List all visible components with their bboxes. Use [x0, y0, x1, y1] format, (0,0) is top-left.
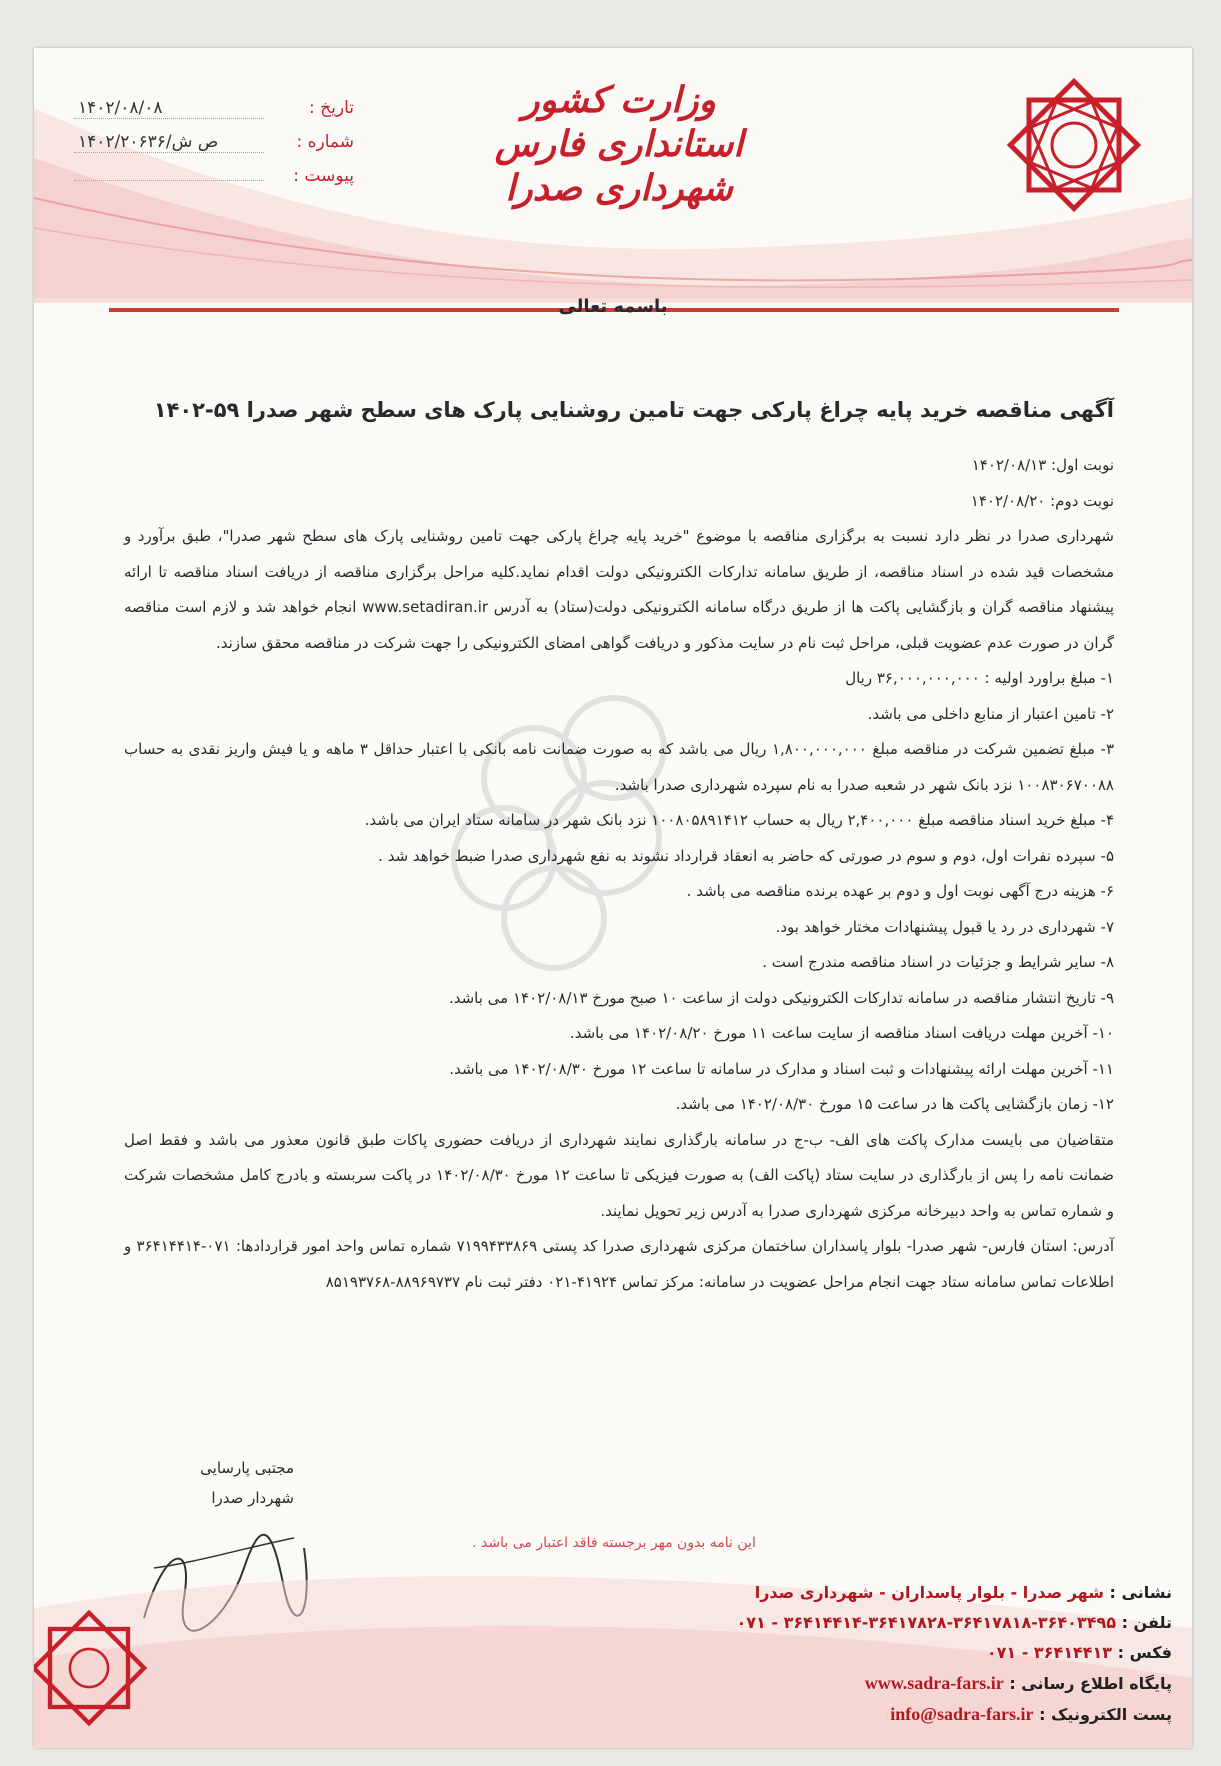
footer-address-row	[412, 1578, 1172, 1608]
list-item: ۲- تامین اعتبار از منابع داخلی می باشد.	[867, 704, 1114, 723]
attachment-row	[74, 166, 354, 200]
closing-paragraph: متقاضیان می بایست مدارک پاکت های الف- ب-ج در سامانه بارگذاری نمایند شهرداری از دریافت حضوری پاکات طبق قانون معذور می باشد و فقط اصل ضمانت نامه را پس از بارگذاری در سایت ستاد (پاکت الف) به صورت فیزیکی تا ساعت ۱۲ مورخ ۱۴۰۲/۰۸/۳۰ در پاکت سربسته و بادرج کامل مشخصات شرکت و شماره تماس به واحد دبیرخانه مرکزی شهرداری صدرا به آدرس زیر تحویل نمایند.	[124, 1130, 1115, 1220]
list-item: ۹- تاریخ انتشار مناقصه در سامانه تدارکات الکترونیکی دولت از ساعت ۱۰ صبح مورخ ۱۴۰۲/۰۸/۱۳ می باشد.	[448, 988, 1114, 1007]
list-item: ۱- مبلغ براورد اولیه : ۳۶,۰۰۰,۰۰۰,۰۰۰ ریال	[845, 669, 1114, 687]
governorate-line: استانداری فارس	[494, 123, 744, 165]
list-item: ۵- سپرده نفرات اول، دوم و سوم در صورتی که حاضر به انعقاد قرارداد نشوند به نفع شهرداری صدرا ضبط خواهد شد .	[378, 846, 1114, 865]
schedule-first: نوبت اول: ۱۴۰۲/۰۸/۱۳	[971, 456, 1114, 474]
footer-email-label: پست الکترونیک :	[1039, 1705, 1172, 1724]
ministry-heading	[454, 78, 784, 210]
municipality-logo-icon	[999, 70, 1149, 220]
footer-phone-label: تلفن :	[1121, 1613, 1172, 1632]
footer-fax: ۳۶۴۱۴۴۱۳ - ۰۷۱	[986, 1643, 1113, 1662]
list-item: ۱۱- آخرین مهلت ارائه پیشنهادات و ثبت اسناد و مدارک در سامانه تا ساعت ۱۲ مورخ ۱۴۰۲/۰۸/۳۰ می باشد.	[449, 1059, 1114, 1078]
footer-address: شهر صدرا - بلوار پاسداران - شهرداری صدرا	[754, 1583, 1104, 1602]
list-item: ۸- سایر شرایط و جزئیات در اسناد مناقصه مندرج است .	[762, 953, 1114, 971]
footer-email-row	[412, 1699, 1172, 1730]
date-label: تاریخ :	[309, 98, 354, 118]
list-item: ۳- مبلغ تضمین شرکت در مناقصه مبلغ ۱,۸۰۰,۰۰۰,۰۰۰ ریال می باشد که به صورت ضمانت نامه بانکی با اعتبار حداقل ۳ ماهه و یا فیش واریز نقدی به حساب ۱۰۰۸۳۰۶۷۰۰۸۸ نزد بانک شهر در شعبه صدرا به نام سپرده شهرداری صدرا باشد.	[124, 740, 1114, 794]
notice-title: آگهی مناقصه خرید پایه چراغ پارکی جهت تامین روشنایی پارک های سطح شهر صدرا ۵۹-۱۴۰۲	[153, 398, 1114, 422]
footer-email-link[interactable]: info@sadra-fars.ir	[890, 1704, 1034, 1724]
address-paragraph: آدرس: استان فارس- شهر صدرا- بلوار پاسداران ساختمان مرکزی شهرداری صدرا کد پستی ۷۱۹۹۴۳۳۸۶۹ شماره تماس واحد امور قراردادها: ۰۷۱-۳۶۴۱۴۴۱۴ و اطلاعات تماس سامانه ستاد جهت انجام مراحل عضویت در سامانه: مرکز تماس ۴۱۹۲۴-۰۲۱ دفتر ثبت نام ۸۸۹۶۹۷۳۷-۸۵۱۹۳۷۶۸	[124, 1237, 1115, 1291]
list-item: ۱۰- آخرین مهلت دریافت اسناد مناقصه از سایت ساعت ۱۱ مورخ ۱۴۰۲/۰۸/۲۰ می باشد.	[569, 1024, 1114, 1042]
number-row	[74, 132, 354, 166]
number-label: شماره :	[296, 132, 354, 152]
list-item: ۴- مبلغ خرید اسناد مناقصه مبلغ ۲,۴۰۰,۰۰۰ ریال به حساب ۱۰۰۸۰۵۸۹۱۴۱۲ نزد بانک شهر در سامانه ستاد ایران می باشد.	[364, 811, 1114, 829]
footer-fax-label: فکس :	[1117, 1643, 1172, 1662]
footer-web-label: پایگاه اطلاع رسانی :	[1009, 1674, 1172, 1693]
attachment-label: پیوست :	[293, 166, 354, 186]
signer-name: مجتبی پارسایی	[200, 1459, 294, 1477]
salutation: باسمه تعالی	[558, 296, 668, 317]
footer-phone-row	[412, 1608, 1172, 1638]
footer-web-row	[412, 1668, 1172, 1699]
attachment-value	[74, 180, 264, 181]
schedule-second: نوبت دوم: ۱۴۰۲/۰۸/۲۰	[970, 491, 1114, 510]
letter-sheet	[34, 48, 1192, 1748]
signer-block	[124, 1453, 294, 1513]
municipality-footer-logo-icon	[34, 1603, 154, 1733]
list-item: ۷- شهرداری در رد یا قبول پیشنهادات مختار خواهد بود.	[775, 917, 1114, 936]
letter-meta	[74, 98, 354, 200]
municipality-line: شهرداری صدرا	[505, 167, 733, 209]
intro-paragraph: شهرداری صدرا در نظر دارد نسبت به برگزاری مناقصه با موضوع "خرید پایه چراغ پارکی جهت تامین روشنایی پارک های سطح شهر صدرا"، طبق برآورد و مشخصات قید شده در اسناد مناقصه، از طریق سامانه تدارکات الکترونیکی دولت اقدام نماید.کلیه مراحل برگزاری مناقصه از دریافت اسناد مناقصه تا ارائه پیشنهاد مناقصه گران و بازگشایی پاکت ها از طریق درگاه سامانه الکترونیکی دولت(ستاد) به آدرس www.setadiran.ir انجام خواهد شد و لازم است مناقصه گران در صورت عدم عضویت قبلی، مراحل ثبت نام در سایت مذکور و دریافت گواهی امضای الکترونیکی را جهت شرکت در مناقصه محقق سازند.	[124, 527, 1114, 652]
date-row	[74, 98, 354, 132]
notice-body	[124, 448, 1114, 1300]
signer-position: شهردار صدرا	[211, 1489, 294, 1507]
list-item: ۶- هزینه درج آگهی نوبت اول و دوم بر عهده برنده مناقصه می باشد .	[686, 882, 1114, 900]
list-item: ۱۲- زمان بازگشایی پاکت ها در ساعت ۱۵ مورخ ۱۴۰۲/۰۸/۳۰ می باشد.	[675, 1095, 1114, 1113]
footer-fax-row	[412, 1638, 1172, 1668]
number-value: ۱۴۰۲/۲۰۶۳۶/ص ش	[74, 132, 264, 153]
footer-phone: ۳۶۴۰۳۴۹۵-۳۶۴۱۷۸۱۸-۳۶۴۱۷۸۲۸-۳۶۴۱۴۴۱۴ - ۰۷۱	[736, 1613, 1116, 1632]
footer-website-link[interactable]: www.sadra-fars.ir	[864, 1673, 1004, 1693]
footer-address-label: نشانی :	[1109, 1583, 1172, 1602]
ministry-line: وزارت کشور	[522, 79, 716, 121]
letter-footer	[412, 1578, 1172, 1730]
date-value: ۱۴۰۲/۰۸/۰۸	[74, 98, 264, 119]
stamp-validity-note: این نامه بدون مهر برجسته فاقد اعتبار می باشد .	[472, 1535, 756, 1551]
